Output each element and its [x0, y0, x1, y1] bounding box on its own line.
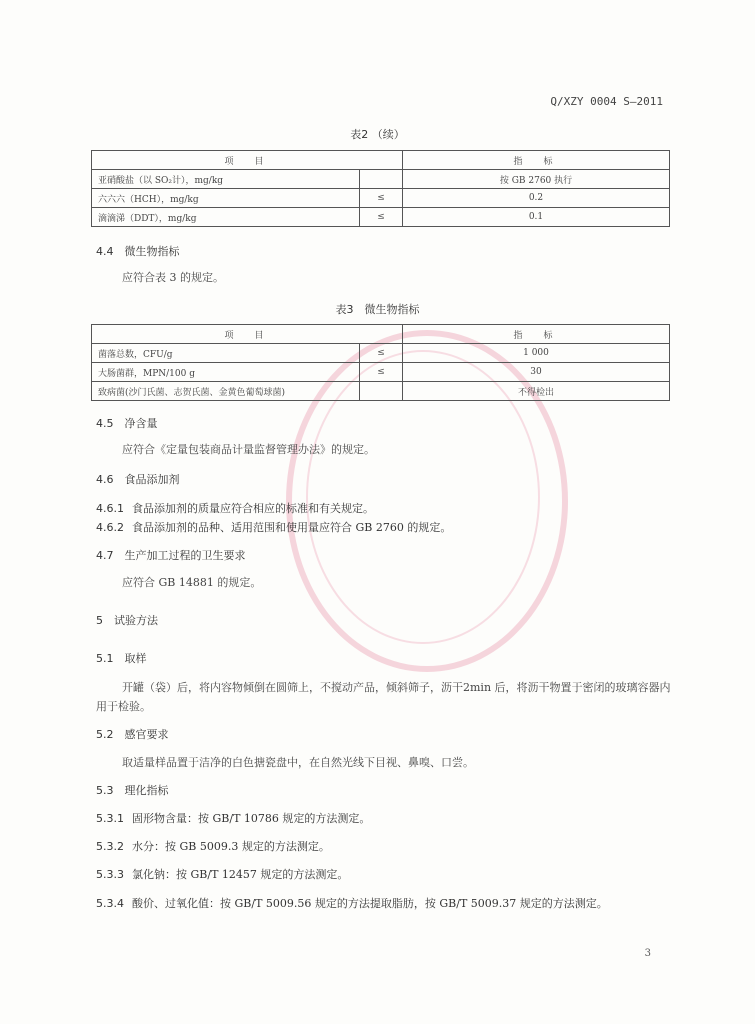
clause-number: 4.6.1 — [96, 502, 124, 515]
clause-4-6-2 — [96, 519, 451, 535]
table3-cell-value: 不得检出 — [403, 382, 670, 401]
table3-cell-item: 大肠菌群，MPN/100 g — [92, 363, 360, 382]
table2-cell-op: ≤ — [360, 208, 403, 227]
section-5-1-text: 开罐（袋）后，将内容物倾倒在圆筛上，不搅动产品，倾斜筛子，沥干2min 后，将沥干物置于密闭的玻璃容器内用于检验。 — [96, 681, 671, 713]
section-5-2-heading: 5.2 感官要求 — [96, 728, 169, 741]
clause-number: 5.3.2 — [96, 840, 124, 853]
table3-header-value: 指 标 — [403, 325, 670, 344]
table2 — [91, 150, 670, 227]
clause-5-3-1 — [96, 810, 370, 826]
table2-cell-item: 六六六（HCH），mg/kg — [92, 189, 360, 208]
page-number: 3 — [644, 948, 651, 959]
clause-number: 4.6.2 — [96, 521, 124, 534]
table2-header-row — [92, 151, 670, 170]
clause-5-3-2 — [96, 838, 330, 854]
table3-header-row — [92, 325, 670, 344]
clause-text: 酸价、过氧化值：按 GB/T 5009.56 规定的方法提取脂肪，按 GB/T 5009.37 规定的方法测定。 — [132, 897, 608, 910]
table3-cell-item: 菌落总数，CFU/g — [92, 344, 360, 363]
table2-caption: 表2 （续） — [350, 128, 405, 141]
table3-cell-op: ≤ — [360, 363, 403, 382]
table3-cell-item: 致病菌(沙门氏菌、志贺氏菌、金黄色葡萄球菌) — [92, 382, 360, 401]
table2-cell-op — [360, 170, 403, 189]
clause-text: 固形物含量：按 GB/T 10786 规定的方法测定。 — [132, 812, 371, 825]
table2-header-item: 项 目 — [92, 151, 403, 170]
section-4-7-heading: 4.7 生产加工过程的卫生要求 — [96, 549, 246, 562]
section-4-6-heading: 4.6 食品添加剂 — [96, 473, 180, 486]
section-4-7-text: 应符合 GB 14881 的规定。 — [122, 576, 262, 589]
table3-cell-value: 30 — [403, 363, 670, 382]
table-row — [92, 382, 670, 401]
section-4-4-text: 应符合表 3 的规定。 — [122, 271, 224, 284]
clause-text: 食品添加剂的质量应符合相应的标准和有关规定。 — [132, 502, 374, 515]
table3-header-item: 项 目 — [92, 325, 403, 344]
section-4-5-text: 应符合《定量包装商品计量监督管理办法》的规定。 — [122, 443, 375, 456]
table3-cell-op — [360, 382, 403, 401]
document-number: Q/XZY 0004 S—2011 — [550, 95, 663, 108]
clause-text: 氯化钠：按 GB/T 12457 规定的方法测定。 — [132, 868, 349, 881]
table2-cell-item: 滴滴涕（DDT），mg/kg — [92, 208, 360, 227]
table-row — [92, 363, 670, 382]
clause-text: 食品添加剂的品种、适用范围和使用量应符合 GB 2760 的规定。 — [132, 521, 452, 534]
table3-caption: 表3 微生物指标 — [335, 303, 420, 316]
section-5-2-text: 取适量样品置于洁净的白色搪瓷盘中，在自然光线下目视、鼻嗅、口尝。 — [122, 756, 474, 769]
table2-cell-value: 0.1 — [403, 208, 670, 227]
section-5-1-heading: 5.1 取样 — [96, 652, 147, 665]
clause-number: 5.3.3 — [96, 868, 124, 881]
section-4-5-heading: 4.5 净含量 — [96, 417, 158, 430]
table-row — [92, 208, 670, 227]
section-5-heading: 5 试验方法 — [96, 614, 158, 627]
clause-4-6-1 — [96, 500, 374, 516]
table3-cell-op: ≤ — [360, 344, 403, 363]
table2-cell-value: 0.2 — [403, 189, 670, 208]
clause-number: 5.3.1 — [96, 812, 124, 825]
section-4-4-heading: 4.4 微生物指标 — [96, 245, 180, 258]
table2-cell-item: 亚硝酸盐（以 SO₂计），mg/kg — [92, 170, 360, 189]
clause-5-3-3 — [96, 866, 348, 882]
table-row — [92, 189, 670, 208]
table2-cell-value: 按 GB 2760 执行 — [403, 170, 670, 189]
table-row — [92, 170, 670, 189]
table3-cell-value: 1 000 — [403, 344, 670, 363]
clause-5-3-4 — [96, 895, 608, 911]
clause-text: 水分：按 GB 5009.3 规定的方法测定。 — [132, 840, 330, 853]
table2-header-value: 指 标 — [403, 151, 670, 170]
table-row — [92, 344, 670, 363]
table3 — [91, 324, 670, 401]
clause-number: 5.3.4 — [96, 897, 124, 910]
table2-cell-op: ≤ — [360, 189, 403, 208]
section-5-3-heading: 5.3 理化指标 — [96, 784, 169, 797]
